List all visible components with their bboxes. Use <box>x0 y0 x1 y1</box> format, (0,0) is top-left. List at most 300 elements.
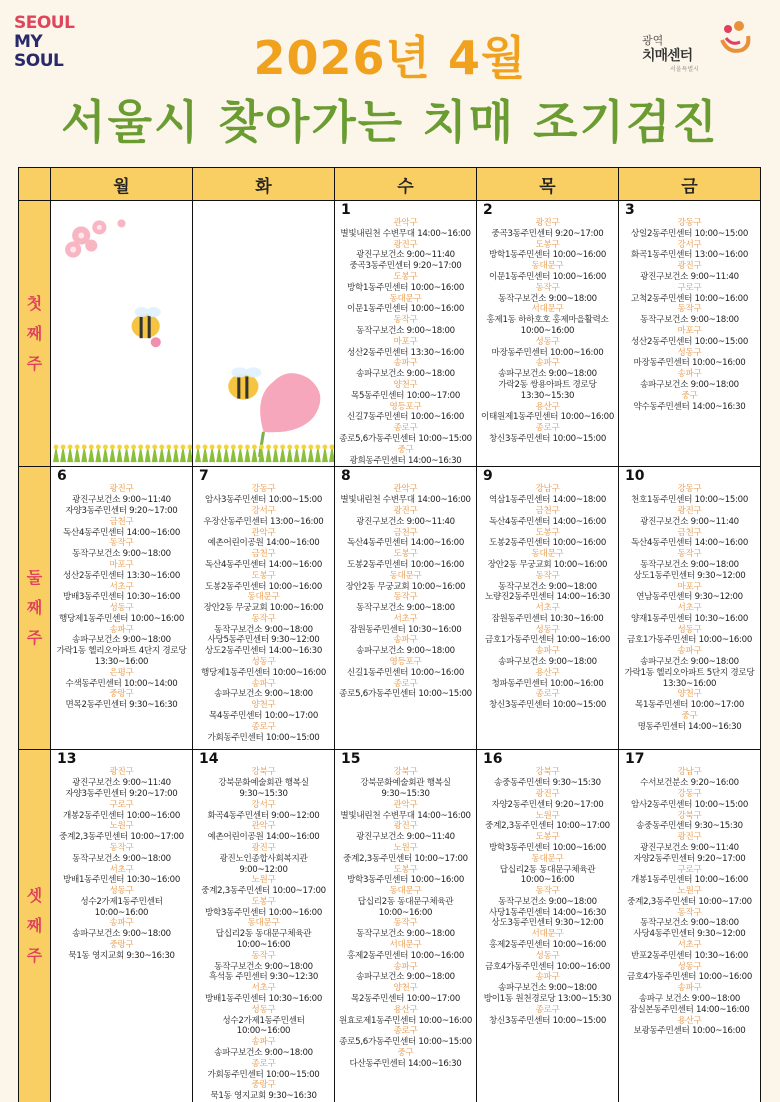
district-label: 송파구 <box>535 358 560 369</box>
location-time: 암사2동주민센터 10:00~15:00 <box>630 799 749 810</box>
location-time: 송파구보건소 9:00~18:00 <box>640 379 739 390</box>
entry-list <box>54 767 189 961</box>
district-label: 강북구 <box>535 767 560 778</box>
entry-list <box>622 767 757 1037</box>
district-label: 강북구 <box>251 767 276 778</box>
district-label: 구로구 <box>109 799 134 810</box>
location-time: 답십리2동 동대문구체육관 10:00~16:00 <box>499 864 596 886</box>
location-time: 수색동주민센터 10:00~14:00 <box>65 678 178 689</box>
entry-list <box>338 218 473 466</box>
location-time: 동작구보건소 9:00~18:00 <box>356 325 455 336</box>
logo-line-1: SEOUL <box>14 13 75 33</box>
district-label: 용산구 <box>535 401 560 412</box>
location-time: 상도3동주민센터 9:30~12:00 <box>491 918 604 929</box>
location-time: 가회동주민센터 10:00~15:00 <box>207 732 320 743</box>
district-label: 영등포구 <box>389 657 422 668</box>
district-label: 송파구 <box>535 972 560 983</box>
district-label: 강북구 <box>393 767 418 778</box>
location-time: 동작구보건소 9:00~18:00 <box>498 293 597 304</box>
cherry-blossom-bee-illustration <box>51 201 192 466</box>
district-label: 동작구 <box>251 950 276 961</box>
district-label: 서초구 <box>677 940 702 951</box>
location-time: 가락2동 쌍용아파트 경로당 13:30~15:30 <box>498 379 597 401</box>
location-time: 종로5,6가동주민센터 10:00~15:00 <box>339 1037 472 1048</box>
location-time: 성산2동주민센터 10:00~15:00 <box>630 336 749 347</box>
district-label: 서초구 <box>109 581 134 592</box>
district-label: 도봉구 <box>393 549 418 560</box>
location-time: 잠실본동주민센터 14:00~16:00 <box>629 1004 750 1015</box>
location-time: 독산4동주민센터 14:00~16:00 <box>488 516 607 527</box>
district-label: 양천구 <box>393 983 418 994</box>
district-label: 동작구 <box>251 613 276 624</box>
district-label: 동대문구 <box>531 261 564 272</box>
district-label: 동작구 <box>535 886 560 897</box>
district-label: 용산구 <box>535 667 560 678</box>
district-label: 동대문구 <box>247 592 280 603</box>
district-label: 동대문구 <box>389 293 422 304</box>
entry-list <box>480 767 615 1026</box>
location-time: 자양2동주민센터 9:20~17:00 <box>491 799 604 810</box>
location-time: 원효로제1동주민센터 10:00~16:00 <box>338 1015 473 1026</box>
location-time: 도봉2동주민센터 10:00~16:00 <box>204 581 323 592</box>
district-label: 송파구 <box>535 646 560 657</box>
location-time: 답십리2동 동대문구체육관 10:00~16:00 <box>357 896 454 918</box>
day-number: 7 <box>199 468 209 485</box>
location-time: 강북문화예술회관 행복실 9:30~15:30 <box>360 778 451 799</box>
location-time: 노량진2동주민센터 14:00~16:30 <box>484 592 611 603</box>
location-time: 동작구보건소 9:00~18:00 <box>214 961 313 972</box>
flower-bee-illustration <box>193 201 334 466</box>
day-number: 14 <box>199 751 219 768</box>
location-time: 마장동주민센터 10:00~16:00 <box>633 358 746 369</box>
district-label: 송파구 <box>393 961 418 972</box>
location-time: 수서보건분소 9:20~16:00 <box>640 778 739 789</box>
location-time: 중계2,3동주민센터 10:00~17:00 <box>485 821 610 832</box>
district-label: 송파구 <box>393 635 418 646</box>
district-label: 성동구 <box>677 347 702 358</box>
district-label: 종로구 <box>393 1026 418 1037</box>
location-time: 별빛내린천 수변무대 14:00~16:00 <box>340 228 471 239</box>
district-label: 동작구 <box>109 842 134 853</box>
district-label: 금천구 <box>535 505 560 516</box>
location-time: 방배3동주민센터 10:30~16:00 <box>62 592 181 603</box>
location-time: 송파구보건소 9:00~18:00 <box>72 635 171 646</box>
location-time: 예촌어린이공원 14:00~16:00 <box>207 832 320 843</box>
location-time: 독산4동주민센터 14:00~16:00 <box>62 527 181 538</box>
location-time: 방학1동주민센터 10:00~16:00 <box>488 250 607 261</box>
location-time: 방학3동주민센터 10:00~16:00 <box>488 842 607 853</box>
location-time: 천호1동주민센터 10:00~15:00 <box>630 495 749 506</box>
week-label-char: 째 <box>26 323 43 343</box>
location-time: 홍제1동 하하호호 홍제마을활력소 10:00~16:00 <box>486 315 609 336</box>
district-label: 광진구 <box>677 261 702 272</box>
location-time: 광진구보건소 9:00~11:40 <box>640 516 739 527</box>
location-time: 우장산동주민센터 13:00~16:00 <box>203 516 324 527</box>
weekday-header-row <box>19 168 761 201</box>
location-time: 보광동주민센터 10:00~16:00 <box>633 1026 746 1037</box>
weekday-header: 화 <box>193 168 335 201</box>
district-label: 중구 <box>681 390 698 401</box>
weekday-header: 월 <box>51 168 193 201</box>
day-number: 15 <box>341 751 361 768</box>
district-label: 동대문구 <box>531 549 564 560</box>
day-cell <box>193 467 335 750</box>
district-label: 도봉구 <box>393 271 418 282</box>
location-time: 동작구보건소 9:00~18:00 <box>72 853 171 864</box>
entry-list <box>622 484 757 732</box>
location-time: 도봉2동주민센터 10:00~16:00 <box>346 559 465 570</box>
location-time: 홍제2동주민센터 10:00~16:00 <box>488 940 607 951</box>
location-time: 독산4동주민센터 14:00~16:00 <box>630 538 749 549</box>
location-time: 동작구보건소 9:00~18:00 <box>640 315 739 326</box>
district-label: 종로구 <box>535 1004 560 1015</box>
district-label: 동작구 <box>109 538 134 549</box>
district-label: 도봉구 <box>535 239 560 250</box>
day-cell <box>335 750 477 1102</box>
day-number: 2 <box>483 202 493 218</box>
location-time: 잠원동주민센터 10:30~16:00 <box>491 613 604 624</box>
location-time: 역삼1동주민센터 14:00~18:00 <box>488 495 607 506</box>
location-time: 목4동주민센터 10:00~17:00 <box>208 711 319 722</box>
day-cell <box>477 201 619 467</box>
district-label: 구로구 <box>677 864 702 875</box>
day-cell <box>51 750 193 1102</box>
day-cell <box>335 467 477 750</box>
district-label: 강북구 <box>677 810 702 821</box>
day-number: 1 <box>341 202 351 218</box>
district-label: 광진구 <box>393 505 418 516</box>
district-label: 서초구 <box>251 983 276 994</box>
day-cell <box>193 750 335 1102</box>
location-time: 송중동주민센터 9:30~15:30 <box>494 778 601 789</box>
location-time: 성수2가제1동주민센터 10:00~16:00 <box>222 1015 305 1037</box>
location-time: 자양3동주민센터 9:20~17:00 <box>65 788 178 799</box>
district-label: 종로구 <box>535 423 560 434</box>
location-time: 중계2,3동주민센터 10:00~17:00 <box>59 832 184 843</box>
location-time: 흑석동 주민센터 9:30~12:30 <box>208 972 319 983</box>
location-time: 묵1동 영지교회 9:30~16:30 <box>210 1091 317 1102</box>
district-label: 성동구 <box>677 624 702 635</box>
district-label: 강남구 <box>535 484 560 495</box>
location-time: 중계2,3동주민센터 10:00~17:00 <box>343 853 468 864</box>
district-label: 강동구 <box>677 218 702 228</box>
district-label: 광진구 <box>109 767 134 778</box>
location-time: 목2동주민센터 10:00~17:00 <box>350 994 461 1005</box>
location-time: 묵1동 영지교회 9:30~16:30 <box>68 950 175 961</box>
location-time: 성산2동주민센터 13:30~16:00 <box>62 570 181 581</box>
district-label: 송파구 <box>393 358 418 369</box>
district-label: 도봉구 <box>535 527 560 538</box>
location-time: 잠원동주민센터 10:30~16:00 <box>349 624 462 635</box>
district-label: 동작구 <box>393 315 418 326</box>
district-label: 양천구 <box>393 379 418 390</box>
district-label: 서대문구 <box>531 304 564 315</box>
location-time: 송파구보건소 9:00~18:00 <box>214 689 313 700</box>
district-label: 도봉구 <box>251 896 276 907</box>
logo-text-1: 광역 <box>642 34 664 47</box>
district-label: 광진구 <box>109 484 134 495</box>
day-number: 16 <box>483 751 503 768</box>
location-time: 상도1동주민센터 9:30~12:00 <box>633 570 746 581</box>
district-label: 동작구 <box>677 549 702 560</box>
week-label-char: 주 <box>26 353 43 373</box>
district-label: 강동구 <box>251 484 276 495</box>
district-label: 노원구 <box>109 821 134 832</box>
page-title-main: 서울시 찾아가는 치매 조기검진 <box>61 95 719 149</box>
district-label: 중구 <box>397 444 414 455</box>
weekday-header: 수 <box>335 168 477 201</box>
district-label: 관악구 <box>251 821 276 832</box>
district-label: 서초구 <box>109 864 134 875</box>
location-time: 광진노인종합사회복지관 9:00~12:00 <box>219 853 308 875</box>
day-number: 10 <box>625 468 645 485</box>
day-cell <box>477 467 619 750</box>
location-time: 예촌어린이공원 14:00~16:00 <box>207 538 320 549</box>
district-label: 금천구 <box>677 527 702 538</box>
district-label: 금천구 <box>393 527 418 538</box>
week-label <box>19 750 51 1102</box>
day-number: 8 <box>341 468 351 485</box>
district-label: 동대문구 <box>389 570 422 581</box>
district-label: 성동구 <box>535 336 560 347</box>
entry-list <box>338 767 473 1069</box>
day-cell <box>335 201 477 467</box>
district-label: 서대문구 <box>389 940 422 951</box>
location-time: 동작구보건소 9:00~18:00 <box>498 896 597 907</box>
day-cell <box>193 201 335 467</box>
week-label-char: 셋 <box>26 886 43 906</box>
district-label: 서대문구 <box>531 929 564 940</box>
district-label: 송파구 <box>109 918 134 929</box>
district-label: 성동구 <box>109 603 134 614</box>
district-label: 용산구 <box>393 1004 418 1015</box>
district-label: 마포구 <box>677 581 702 592</box>
district-label: 중랑구 <box>109 689 134 700</box>
district-label: 도봉구 <box>251 570 276 581</box>
district-label: 동작구 <box>677 304 702 315</box>
district-label: 종로구 <box>251 721 276 732</box>
district-label: 구로구 <box>677 282 702 293</box>
district-label: 성동구 <box>251 657 276 668</box>
district-label: 동대문구 <box>247 918 280 929</box>
entry-list <box>196 767 331 1102</box>
location-time: 방학3동주민센터 10:00~16:00 <box>346 875 465 886</box>
location-time: 화곡1동주민센터 13:00~16:00 <box>630 250 749 261</box>
location-time: 광진구보건소 9:00~11:40 <box>72 778 171 789</box>
entry-list <box>622 218 757 412</box>
location-time: 명동주민센터 14:00~16:30 <box>637 721 742 732</box>
schedule-table <box>18 167 761 1102</box>
district-label: 동작구 <box>393 592 418 603</box>
location-time: 목1동주민센터 10:00~17:00 <box>634 700 745 711</box>
entry-list <box>338 484 473 700</box>
week-label-char: 둘 <box>26 568 43 588</box>
district-label: 종로구 <box>535 689 560 700</box>
district-label: 송파구 <box>109 624 134 635</box>
location-time: 연남동주민센터 9:30~12:00 <box>636 592 743 603</box>
location-time: 종로5,6가동주민센터 10:00~15:00 <box>339 689 472 700</box>
district-label: 송파구 <box>677 983 702 994</box>
location-time: 독산4동주민센터 14:00~16:00 <box>346 538 465 549</box>
location-time: 독산4동주민센터 14:00~16:00 <box>204 559 323 570</box>
location-time: 반포2동주민센터 10:30~16:00 <box>630 950 749 961</box>
location-time: 송파구보건소 9:00~18:00 <box>356 369 455 380</box>
district-label: 광진구 <box>535 218 560 228</box>
location-time: 방학3동주민센터 10:00~16:00 <box>204 907 323 918</box>
location-time: 금호1가동주민센터 10:00~16:00 <box>484 635 611 646</box>
weekday-header: 목 <box>477 168 619 201</box>
district-label: 동작구 <box>535 282 560 293</box>
district-label: 동대문구 <box>389 886 422 897</box>
location-time: 별빛내린천 수변무대 14:00~16:00 <box>340 810 471 821</box>
location-time: 방배1동주민센터 10:30~16:00 <box>62 875 181 886</box>
district-label: 서초구 <box>393 613 418 624</box>
logo-line-2: MY SOUL <box>14 32 64 71</box>
day-number: 3 <box>625 202 635 218</box>
location-time: 화곡4동주민센터 9:00~12:00 <box>207 810 320 821</box>
location-time: 성산2동주민센터 13:30~16:00 <box>346 347 465 358</box>
district-label: 종로구 <box>393 423 418 434</box>
weekday-header: 금 <box>619 168 761 201</box>
district-label: 중구 <box>681 711 698 722</box>
entry-list <box>196 484 331 743</box>
entry-list <box>480 484 615 711</box>
week-label-char: 째 <box>26 916 43 936</box>
district-label: 중랑구 <box>251 1080 276 1091</box>
entry-list <box>480 218 615 445</box>
location-time: 상도2동주민센터 14:00~16:30 <box>204 646 323 657</box>
location-time: 광진구보건소 9:00~11:40 <box>72 495 171 506</box>
district-label: 성동구 <box>535 950 560 961</box>
district-label: 성동구 <box>677 961 702 972</box>
district-label: 송파구 <box>677 646 702 657</box>
location-time: 송파구보건소 9:00~18:00 <box>214 1048 313 1059</box>
day-cell <box>51 467 193 750</box>
district-label: 금천구 <box>109 516 134 527</box>
logo-text-3: 서울특별시 <box>670 66 699 73</box>
district-label: 동작구 <box>677 907 702 918</box>
page-title-date: 2026년 4월 <box>253 31 527 85</box>
district-label: 송파구 <box>251 678 276 689</box>
district-label: 성동구 <box>109 886 134 897</box>
week-label-char: 주 <box>26 628 43 648</box>
district-label: 양천구 <box>251 700 276 711</box>
district-label: 종로구 <box>393 678 418 689</box>
district-label: 노원구 <box>535 810 560 821</box>
location-time: 성수2가제1동주민센터 10:00~16:00 <box>80 896 163 918</box>
location-time: 창신3동주민센터 10:00~15:00 <box>488 433 607 444</box>
location-time: 사당5동주민센터 9:30~12:00 <box>207 635 320 646</box>
week-row <box>19 750 761 1102</box>
district-label: 관악구 <box>251 527 276 538</box>
location-time: 양재1동주민센터 10:30~16:00 <box>630 613 749 624</box>
location-time: 금호4가동주민센터 10:00~16:00 <box>484 961 611 972</box>
location-time: 가락1동 헬리오아파트 5단지 경로당 13:30~16:00 <box>624 667 755 689</box>
location-time: 답십리2동 동대문구체육관 10:00~16:00 <box>215 929 312 951</box>
location-time: 송파구보건소 9:00~18:00 <box>498 369 597 380</box>
location-time: 동작구보건소 9:00~18:00 <box>72 549 171 560</box>
location-time: 이문1동주민센터 10:00~16:00 <box>346 304 465 315</box>
location-time: 가회동주민센터 10:00~15:00 <box>207 1069 320 1080</box>
location-time: 마장동주민센터 10:00~16:00 <box>491 347 604 358</box>
location-time: 송파구보건소 9:00~18:00 <box>72 929 171 940</box>
location-time: 도봉2동주민센터 10:00~16:00 <box>488 538 607 549</box>
day-number: 9 <box>483 468 493 485</box>
district-label: 마포구 <box>109 559 134 570</box>
location-time: 방학1동주민센터 10:00~16:00 <box>346 282 465 293</box>
district-label: 서초구 <box>535 603 560 614</box>
location-time: 동작구보건소 9:00~18:00 <box>214 624 313 635</box>
location-time: 중곡3동주민센터 9:20~17:00 <box>349 261 462 272</box>
district-label: 광진구 <box>393 239 418 250</box>
location-time: 송파구보건소 9:00~18:00 <box>356 646 455 657</box>
district-label: 강서구 <box>677 239 702 250</box>
location-time: 송중동주민센터 9:30~15:30 <box>636 821 743 832</box>
week-label <box>19 467 51 750</box>
location-time: 송파구보건소 9:00~18:00 <box>640 657 739 668</box>
location-time: 광진구보건소 9:00~11:40 <box>356 250 455 261</box>
week-label-char: 첫 <box>26 293 43 313</box>
location-time: 동작구보건소 9:00~18:00 <box>356 603 455 614</box>
district-label: 노원구 <box>393 842 418 853</box>
district-label: 강서구 <box>251 799 276 810</box>
district-label: 영등포구 <box>389 401 422 412</box>
district-label: 종로구 <box>251 1058 276 1069</box>
day-number: 17 <box>625 751 645 768</box>
entry-list <box>54 484 189 711</box>
location-time: 중곡3동주민센터 9:20~17:00 <box>491 228 604 239</box>
location-time: 송파구보건소 9:00~18:00 <box>498 983 597 994</box>
week-label-char: 주 <box>26 946 43 966</box>
district-label: 동작구 <box>535 570 560 581</box>
location-time: 신길7동주민센터 10:00~16:00 <box>346 412 465 423</box>
location-time: 행당제1동주민센터 10:00~16:00 <box>58 613 185 624</box>
district-label: 도봉구 <box>393 864 418 875</box>
location-time: 이문1동주민센터 10:00~16:00 <box>488 271 607 282</box>
location-time: 종로5,6가동주민센터 10:00~15:00 <box>339 433 472 444</box>
location-time: 중계2,3동주민센터 10:00~17:00 <box>201 886 326 897</box>
district-label: 광진구 <box>393 821 418 832</box>
location-time: 중계2,3동주민센터 10:00~17:00 <box>627 896 752 907</box>
header-corner <box>19 168 51 201</box>
district-label: 금천구 <box>251 549 276 560</box>
week-label-char: 째 <box>26 598 43 618</box>
location-time: 암사3동주민센터 10:00~15:00 <box>204 495 323 506</box>
week-row <box>19 201 761 467</box>
district-label: 강동구 <box>677 788 702 799</box>
location-time: 금호4가동주민센터 10:00~16:00 <box>626 972 753 983</box>
location-time: 홍제2동주민센터 10:00~16:00 <box>346 950 465 961</box>
district-label: 용산구 <box>677 1015 702 1026</box>
district-label: 관악구 <box>393 218 418 228</box>
district-label: 관악구 <box>393 484 418 495</box>
location-time: 송파구보건소 9:00~18:00 <box>498 657 597 668</box>
day-cell <box>51 201 193 467</box>
location-time: 송파구 보건소 9:00~18:00 <box>638 994 741 1005</box>
district-label: 마포구 <box>393 336 418 347</box>
district-label: 광진구 <box>677 832 702 843</box>
location-time: 창신3동주민센터 10:00~15:00 <box>488 1015 607 1026</box>
location-time: 장안2동 무궁교회 10:00~16:00 <box>487 559 608 570</box>
location-time: 장안2동 무궁교회 10:00~16:00 <box>345 581 466 592</box>
location-time: 신길1동주민센터 10:00~16:00 <box>346 667 465 678</box>
location-time: 동작구보건소 9:00~18:00 <box>356 929 455 940</box>
district-label: 도봉구 <box>535 832 560 843</box>
district-label: 서초구 <box>677 603 702 614</box>
location-time: 사당4동주민센터 9:30~12:00 <box>633 929 746 940</box>
location-time: 방이1동 원천경로당 13:00~15:30 <box>483 994 612 1005</box>
district-label: 성동구 <box>251 1004 276 1015</box>
